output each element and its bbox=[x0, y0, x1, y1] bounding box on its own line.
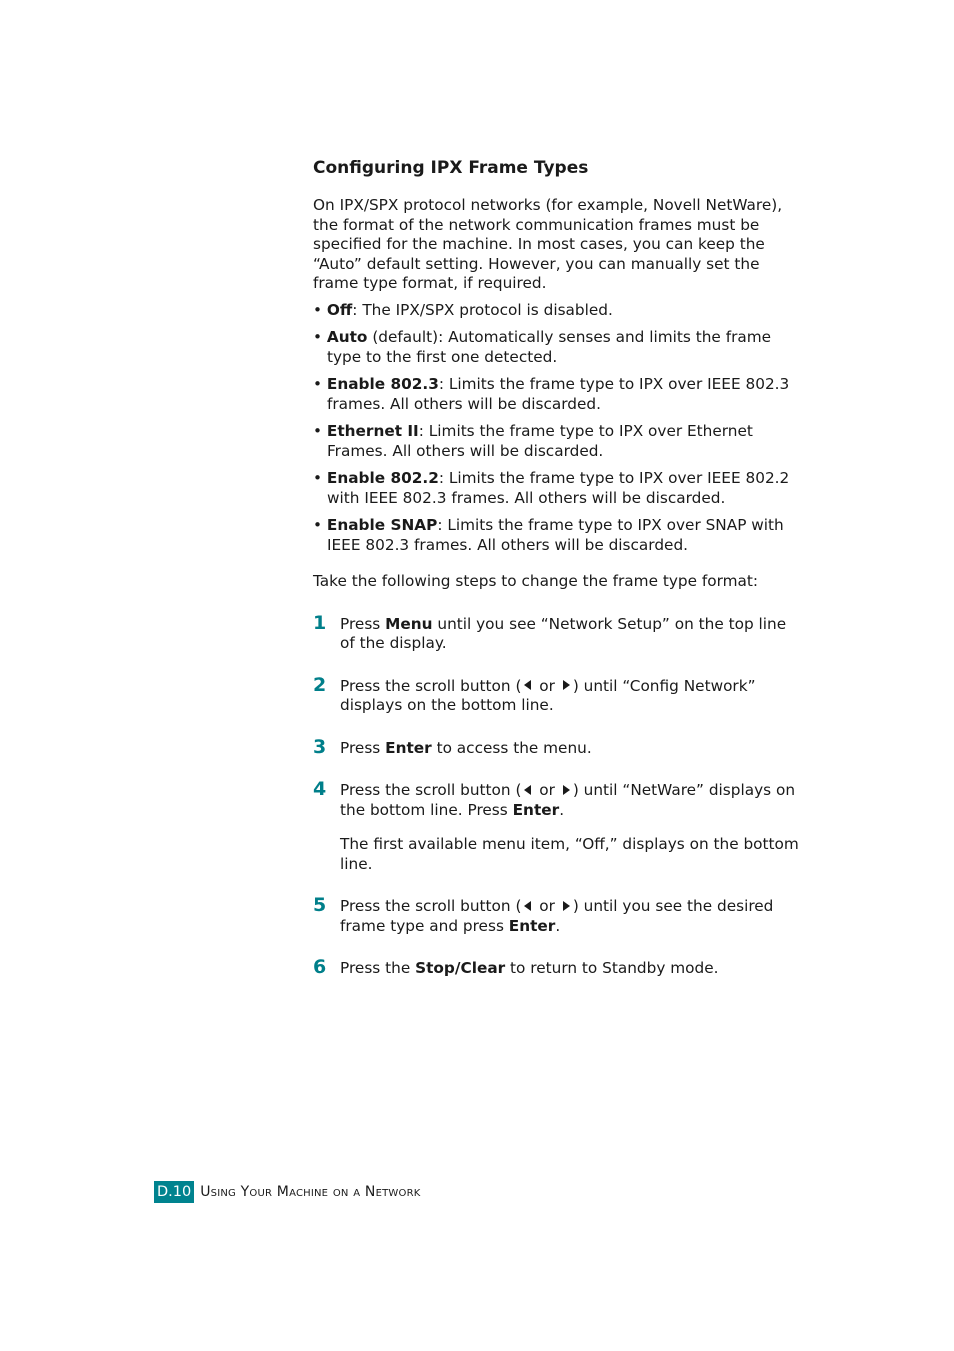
step-6 bbox=[313, 956, 803, 979]
page-footer bbox=[154, 1181, 421, 1203]
bullet-text: : Limits the frame type to IPX over SNAP with IEEE 802.3 frames. All others will be discarded. bbox=[327, 516, 784, 554]
step-number: 4 bbox=[313, 778, 327, 800]
right-arrow-icon bbox=[563, 785, 570, 795]
bullet-term: Enable SNAP bbox=[326, 516, 438, 534]
bullet-enable-snap: • Enable SNAP: Limits the frame type to IPX over SNAP with IEEE 802.3 frames. All others will be discarded. bbox=[313, 516, 784, 554]
step-2 bbox=[313, 673, 803, 716]
page-number: D.10 bbox=[154, 1181, 194, 1203]
bullet-enable-8022: • Enable 802.2: Limits the frame type to IPX over IEEE 802.2 with IEEE 802.3 frames. All others will be discarded. bbox=[313, 469, 790, 507]
bullet-ethernet-ii: • Ethernet II: Limits the frame type to IPX over Ethernet Frames. All others will be discarded. bbox=[313, 422, 753, 460]
bullet-text: : Limits the frame type to IPX over IEEE 802.2 with IEEE 802.3 frames. All others will be discarded. bbox=[327, 469, 790, 507]
bullet-text: : Limits the frame type to IPX over Ethernet Frames. All others will be discarded. bbox=[327, 422, 753, 460]
step-number: 5 bbox=[313, 894, 327, 916]
steps-lead: Take the following steps to change the frame type format: bbox=[313, 572, 759, 590]
step-1 bbox=[313, 611, 803, 654]
bullet-term: Off bbox=[326, 300, 353, 319]
bullet-text: : Limits the frame type to IPX over IEEE 802.3 frames. All others will be discarded. bbox=[327, 375, 790, 413]
left-arrow-icon bbox=[524, 680, 531, 690]
section-heading: Configuring IPX Frame Types bbox=[313, 158, 589, 178]
section-title: Using Your Machine on a Network bbox=[200, 1184, 421, 1200]
main-content bbox=[313, 157, 803, 1002]
step-text: Press Menu until you see “Network Setup” on the top line of the display. bbox=[340, 614, 787, 652]
step-3 bbox=[313, 735, 803, 759]
step-number: 6 bbox=[313, 956, 327, 978]
step-number: 3 bbox=[313, 735, 327, 758]
step-text: Press the Stop/Clear to return to Standby mode. bbox=[340, 959, 719, 977]
right-arrow-icon bbox=[563, 901, 570, 911]
bullet-enable-8023: • Enable 802.3: Limits the frame type to IPX over IEEE 802.3 frames. All others will be discarded. bbox=[313, 375, 790, 413]
bullet-text: (default): Automatically senses and limits the frame type to the first one detected. bbox=[327, 328, 772, 366]
step-text: Press the scroll button ( or ) until you see the desired frame type and press Enter. bbox=[340, 897, 774, 935]
bullet-text: : The IPX/SPX protocol is disabled. bbox=[352, 300, 613, 319]
step-note: The first available menu item, “Off,” displays on the bottom line. bbox=[340, 835, 799, 873]
left-arrow-icon bbox=[524, 901, 531, 911]
bullet-term: Auto bbox=[326, 328, 368, 346]
bullet-off: • Off: The IPX/SPX protocol is disabled. bbox=[313, 300, 613, 319]
left-arrow-icon bbox=[524, 785, 531, 795]
step-number: 1 bbox=[313, 611, 327, 634]
bullet-term: Enable 802.2 bbox=[326, 469, 439, 487]
step-text: Press the scroll button ( or ) until “NetWare” displays on the bottom line. Press Enter. bbox=[340, 781, 796, 819]
step-text: Press the scroll button ( or ) until “Config Network” displays on the bottom line. bbox=[340, 676, 756, 714]
step-text: Press Enter to access the menu. bbox=[340, 738, 592, 757]
step-5 bbox=[313, 894, 803, 936]
bullet-term: Ethernet II bbox=[326, 422, 419, 440]
step-4 bbox=[313, 778, 803, 874]
intro-paragraph: On IPX/SPX protocol networks (for example, Novell NetWare), the format of the network communication frames must be specified for the machine. In most cases, you can keep the “Auto” default setting. However, you can manually set the frame type format, if required. bbox=[313, 196, 783, 292]
bullet-auto: • Auto (default): Automatically senses and limits the frame type to the first one detected. bbox=[313, 328, 772, 366]
bullet-term: Enable 802.3 bbox=[326, 375, 439, 393]
step-number: 2 bbox=[313, 673, 327, 696]
right-arrow-icon bbox=[563, 680, 570, 690]
